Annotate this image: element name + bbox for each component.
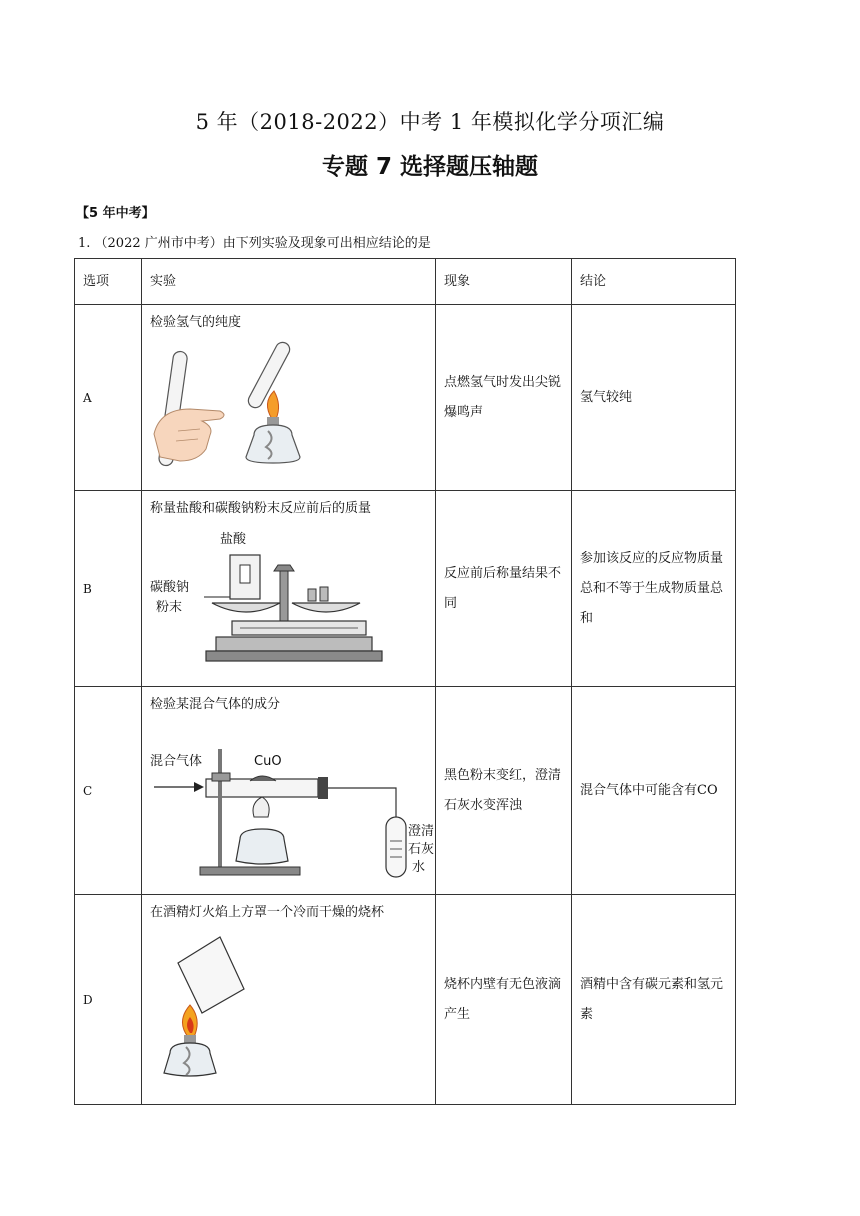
row-phenomenon: 反应前后称量结果不同 <box>436 491 572 687</box>
table-row <box>75 305 736 491</box>
question-table <box>74 258 736 1105</box>
row-experiment <box>142 895 436 1105</box>
hydrogen-purity-figure <box>150 339 380 474</box>
experiment-text: 检验某混合气体的成分 <box>150 697 281 712</box>
table-row <box>75 687 736 895</box>
label-clear: 澄清 <box>408 824 435 839</box>
row-conclusion: 混合气体中可能含有CO <box>572 687 736 895</box>
row-option: B <box>75 491 142 687</box>
row-conclusion: 参加该反应的反应物质量总和不等于生成物质量总和 <box>572 491 736 687</box>
balance-figure <box>150 525 380 670</box>
label-cuo: CuO <box>254 754 282 769</box>
experiment-text: 在酒精灯火焰上方罩一个冷而干燥的烧杯 <box>150 905 385 920</box>
experiment-text: 称量盐酸和碳酸钠粉末反应前后的质量 <box>150 501 372 516</box>
label-sodium-carbonate: 碳酸钠 <box>150 580 190 595</box>
table-row <box>75 491 736 687</box>
gas-analysis-figure <box>150 721 435 881</box>
label-powder: 粉末 <box>156 600 183 615</box>
label-water: 水 <box>412 860 426 875</box>
row-phenomenon: 黑色粉末变红，澄清石灰水变浑浊 <box>436 687 572 895</box>
row-phenomenon: 点燃氢气时发出尖锐爆鸣声 <box>436 305 572 491</box>
row-experiment <box>142 491 436 687</box>
row-option: D <box>75 895 142 1105</box>
document-subtitle: 专题 7 选择题压轴题 <box>321 154 539 180</box>
question-stem: 1. （2022 广州市中考）由下列实验及现象可出相应结论的是 <box>78 236 431 251</box>
row-option: C <box>75 687 142 895</box>
alcohol-lamp-beaker-figure <box>150 929 350 1079</box>
label-lime: 石灰 <box>408 842 435 857</box>
row-conclusion: 氢气较纯 <box>572 305 736 491</box>
header-conclusion: 结论 <box>572 259 736 305</box>
row-experiment <box>142 687 436 895</box>
row-conclusion: 酒精中含有碳元素和氢元素 <box>572 895 736 1105</box>
table-row <box>75 895 736 1105</box>
row-phenomenon: 烧杯内壁有无色液滴产生 <box>436 895 572 1105</box>
section-heading: 【5 年中考】 <box>76 206 155 221</box>
experiment-text: 检验氢气的纯度 <box>150 315 242 330</box>
header-option: 选项 <box>75 259 142 305</box>
row-experiment <box>142 305 436 491</box>
document-title: 5 年（2018-2022）中考 1 年模拟化学分项汇编 <box>195 110 665 134</box>
row-option: A <box>75 305 142 491</box>
header-phenomenon: 现象 <box>436 259 572 305</box>
label-hydrochloric-acid: 盐酸 <box>220 532 247 547</box>
table-header-row <box>75 259 736 305</box>
label-mixed-gas: 混合气体 <box>150 754 203 769</box>
header-experiment: 实验 <box>142 259 436 305</box>
